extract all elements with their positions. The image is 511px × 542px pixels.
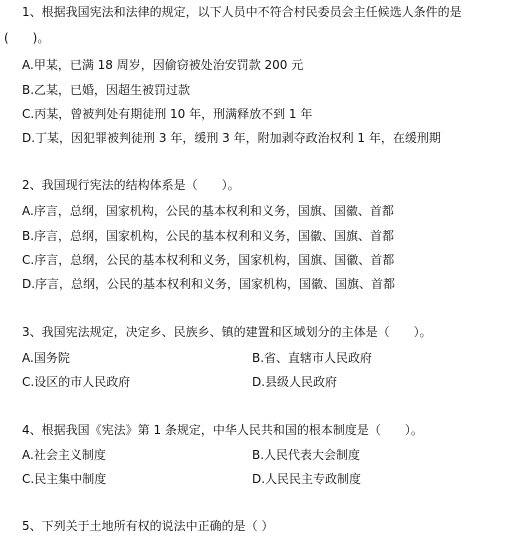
question-5-stem: 5、下列关于土地所有权的说法中正确的是（ ）	[22, 519, 274, 533]
question-1-option-c: C.丙某，曾被判处有期徒刑 10 年，刑满释放不到 1 年	[22, 107, 313, 121]
question-4-option-a: A.社会主义制度	[22, 448, 106, 462]
question-1-option-a: A.甲某，已满 18 周岁，因偷窃被处治安罚款 200 元	[22, 58, 304, 72]
question-2-option-b: B.序言，总纲，国家机构，公民的基本权利和义务，国徽、国旗、首都	[22, 229, 395, 243]
question-2-stem: 2、我国现行宪法的结构体系是（ ）。	[22, 178, 240, 192]
question-2-option-a: A.序言，总纲，国家机构，公民的基本权利和义务，国旗、国徽、首都	[22, 204, 394, 218]
question-2-option-c: C.序言，总纲，公民的基本权利和义务，国家机构，国旗、国徽、首都	[22, 253, 395, 267]
question-4-option-c: C.民主集中制度	[22, 472, 107, 486]
question-3-option-c: C.设区的市人民政府	[22, 375, 131, 389]
question-4-option-d: D.人民民主专政制度	[252, 472, 362, 486]
question-3-stem: 3、我国宪法规定，决定乡、民族乡、镇的建置和区域划分的主体是（ ）。	[22, 325, 432, 339]
question-3-option-d: D.县级人民政府	[252, 375, 338, 389]
question-1-stem: 1、根据我国宪法和法律的规定，以下人员中不符合村民委员会主任候选人条件的是	[22, 5, 462, 19]
question-3-option-a: A.国务院	[22, 351, 70, 365]
question-3-option-b: B.省、直辖市人民政府	[252, 351, 373, 365]
question-1-stem-continued: ( )。	[4, 31, 50, 45]
question-4-stem: 4、根据我国《宪法》第 1 条规定，中华人民共和国的根本制度是（ ）。	[22, 423, 423, 437]
question-1-option-d: D.丁某，因犯罪被判徒刑 3 年，缓刑 3 年，附加剥夺政治权利 1 年，在缓刑期	[22, 131, 441, 145]
question-4-option-b: B.人民代表大会制度	[252, 448, 361, 462]
question-2-option-d: D.序言，总纲，公民的基本权利和义务，国家机构，国徽、国旗、首都	[22, 277, 396, 291]
question-1-option-b: B.乙某，已婚，因超生被罚过款	[22, 83, 191, 97]
